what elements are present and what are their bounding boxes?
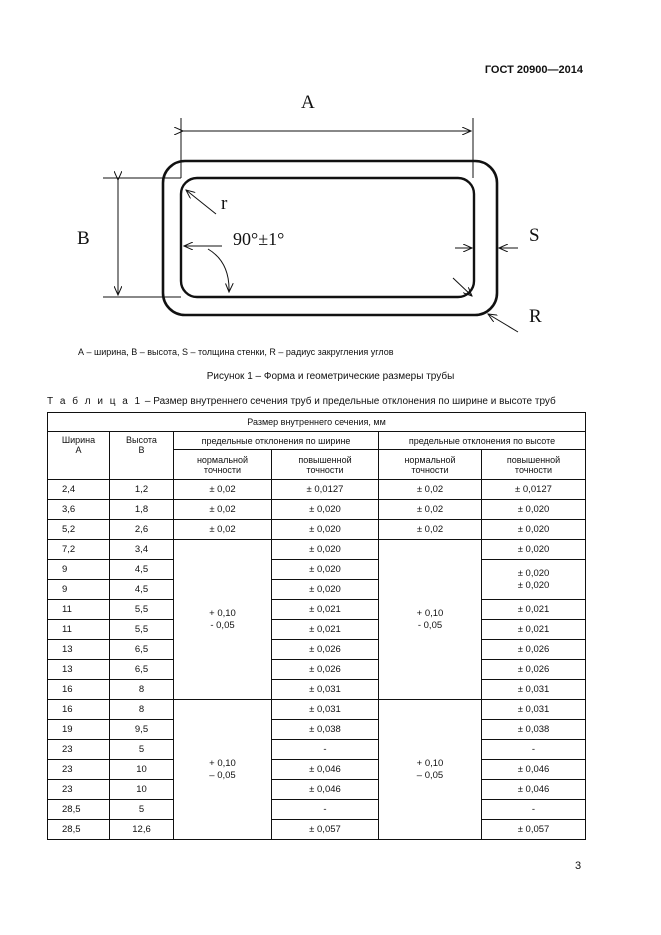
cell-width-high: ± 0,038 xyxy=(272,720,379,740)
cell-height-normal: ± 0,02 xyxy=(379,500,482,520)
cell-height-high: ± 0,046 xyxy=(482,780,586,800)
label-r: r xyxy=(221,193,228,214)
cell-width: 2,4 xyxy=(48,480,110,500)
header-row xyxy=(48,413,586,432)
cell-height: 8 xyxy=(110,700,174,720)
table-title-text: – Размер внутреннего сечения труб и предельные отклонения по ширине и высоте труб xyxy=(142,396,556,407)
cell-height: 6,5 xyxy=(110,640,174,660)
table-row xyxy=(48,660,586,680)
angle-arc xyxy=(208,249,229,292)
cell-height-high: ± 0,057 xyxy=(482,820,586,840)
cell-height-normal-merged: + 0,10 - 0,05 xyxy=(379,540,482,700)
header-row xyxy=(48,432,586,450)
cell-width-normal: ± 0,02 xyxy=(174,500,272,520)
cell-width: 11 xyxy=(48,620,110,640)
cell-width: 19 xyxy=(48,720,110,740)
cell-width: 11 xyxy=(48,600,110,620)
cell-height: 1,2 xyxy=(110,480,174,500)
cell-height-high: ± 0,046 xyxy=(482,760,586,780)
R-leader-1 xyxy=(453,278,472,296)
R-leader-2 xyxy=(488,314,518,332)
cell-width: 23 xyxy=(48,740,110,760)
cell-height-high: ± 0,020 xyxy=(482,520,586,540)
cell-height: 10 xyxy=(110,780,174,800)
cell-width-high: ± 0,020 xyxy=(272,580,379,600)
cell-width-high: ± 0,021 xyxy=(272,600,379,620)
cell-width-normal: ± 0,02 xyxy=(174,520,272,540)
cell-width-high: ± 0,031 xyxy=(272,680,379,700)
table-label: Т а б л и ц а 1 xyxy=(47,396,143,407)
header-height-high: повышенной точности xyxy=(482,450,586,480)
cell-height-high: ± 0,038 xyxy=(482,720,586,740)
cell-height-high: ± 0,021 xyxy=(482,600,586,620)
table-row xyxy=(48,680,586,700)
cell-width-high: ± 0,026 xyxy=(272,640,379,660)
cell-height-high: ± 0,031 xyxy=(482,700,586,720)
table-title xyxy=(47,396,556,407)
cell-width: 9 xyxy=(48,580,110,600)
cell-height-high: ± 0,026 xyxy=(482,660,586,680)
cell-width: 5,2 xyxy=(48,520,110,540)
table-row xyxy=(48,560,586,580)
cell-height-high: ± 0,0127 xyxy=(482,480,586,500)
cell-width: 23 xyxy=(48,780,110,800)
cell-width: 16 xyxy=(48,680,110,700)
tube-cross-section-figure xyxy=(0,0,661,345)
cell-height: 2,6 xyxy=(110,520,174,540)
cell-width: 16 xyxy=(48,700,110,720)
cell-width-high: ± 0,057 xyxy=(272,820,379,840)
cell-width-high: ± 0,026 xyxy=(272,660,379,680)
cell-width-high: - xyxy=(272,800,379,820)
cell-width-normal: ± 0,02 xyxy=(174,480,272,500)
cell-height: 5 xyxy=(110,740,174,760)
header-dev-height: предельные отклонения по высоте xyxy=(379,432,586,450)
r-leader xyxy=(186,190,216,214)
header-width: Ширина А xyxy=(48,432,110,480)
cell-height: 5 xyxy=(110,800,174,820)
cell-width-high: ± 0,020 xyxy=(272,500,379,520)
header-width-normal: нормальной точности xyxy=(174,450,272,480)
table-row xyxy=(48,740,586,760)
table-row xyxy=(48,700,586,720)
cell-width-high: ± 0,046 xyxy=(272,760,379,780)
label-s: S xyxy=(529,225,540,246)
cell-width: 23 xyxy=(48,760,110,780)
cell-width-normal-merged: + 0,10 - 0,05 xyxy=(174,540,272,700)
cell-height: 4,5 xyxy=(110,560,174,580)
cell-height-high: - xyxy=(482,740,586,760)
table-body xyxy=(48,413,586,840)
cell-height-high: ± 0,020 xyxy=(482,500,586,520)
page-number: 3 xyxy=(575,860,582,872)
table-row xyxy=(48,800,586,820)
cell-height: 5,5 xyxy=(110,600,174,620)
cell-width: 7,2 xyxy=(48,540,110,560)
cell-width: 13 xyxy=(48,640,110,660)
figure-legend: А – ширина, В – высота, S – толщина стенки, R – радиус закругления углов xyxy=(78,347,394,357)
cell-height: 6,5 xyxy=(110,660,174,680)
cell-height-high: ± 0,031 xyxy=(482,680,586,700)
cell-height-normal: ± 0,02 xyxy=(379,480,482,500)
header-width-high: повышенной точности xyxy=(272,450,379,480)
table-row xyxy=(48,760,586,780)
cell-height: 4,5 xyxy=(110,580,174,600)
header-height-normal: нормальной точности xyxy=(379,450,482,480)
cell-height-high: ± 0,026 xyxy=(482,640,586,660)
dimensions-table xyxy=(47,412,586,840)
header-height: Высота В xyxy=(110,432,174,480)
cell-width: 3,6 xyxy=(48,500,110,520)
cell-width-high: - xyxy=(272,740,379,760)
cell-height-high: - xyxy=(482,800,586,820)
cell-height: 5,5 xyxy=(110,620,174,640)
header-dev-width: предельные отклонения по ширине xyxy=(174,432,379,450)
cell-height-normal-merged: + 0,10 – 0,05 xyxy=(379,700,482,840)
cell-height-high: ± 0,021 xyxy=(482,620,586,640)
cell-width: 28,5 xyxy=(48,800,110,820)
table-row xyxy=(48,540,586,560)
table-row xyxy=(48,620,586,640)
cell-height-high: ± 0,020 xyxy=(482,540,586,560)
cell-width-high: ± 0,020 xyxy=(272,540,379,560)
cell-height: 8 xyxy=(110,680,174,700)
cell-width-high: ± 0,031 xyxy=(272,700,379,720)
label-angle: 90°±1° xyxy=(233,229,285,249)
table-row xyxy=(48,600,586,620)
cell-width-high: ± 0,021 xyxy=(272,620,379,640)
label-b: B xyxy=(77,228,90,249)
label-a: A xyxy=(301,92,315,113)
cell-height: 9,5 xyxy=(110,720,174,740)
label-R: R xyxy=(529,306,542,327)
table-row xyxy=(48,480,586,500)
cell-height: 3,4 xyxy=(110,540,174,560)
table-row xyxy=(48,500,586,520)
table-row xyxy=(48,720,586,740)
figure-caption: Рисунок 1 – Форма и геометрические размеры трубы xyxy=(206,371,455,382)
cell-width-high: ± 0,020 xyxy=(272,560,379,580)
cell-height-high-merged: ± 0,020 ± 0,020 xyxy=(482,560,586,600)
cell-height: 1,8 xyxy=(110,500,174,520)
cell-width-high: ± 0,020 xyxy=(272,520,379,540)
standard-number: ГОСТ 20900—2014 xyxy=(484,64,583,76)
cell-height: 12,6 xyxy=(110,820,174,840)
table-row xyxy=(48,640,586,660)
cell-width-high: ± 0,0127 xyxy=(272,480,379,500)
cell-width: 13 xyxy=(48,660,110,680)
table-row xyxy=(48,780,586,800)
header-main: Размер внутреннего сечения, мм xyxy=(48,413,586,432)
outer-profile xyxy=(163,161,497,315)
table-row xyxy=(48,520,586,540)
cell-height-normal: ± 0,02 xyxy=(379,520,482,540)
cell-height: 10 xyxy=(110,760,174,780)
cell-width-normal-merged: + 0,10 – 0,05 xyxy=(174,700,272,840)
cell-width: 28,5 xyxy=(48,820,110,840)
table-row xyxy=(48,820,586,840)
cell-width-high: ± 0,046 xyxy=(272,780,379,800)
cell-width: 9 xyxy=(48,560,110,580)
